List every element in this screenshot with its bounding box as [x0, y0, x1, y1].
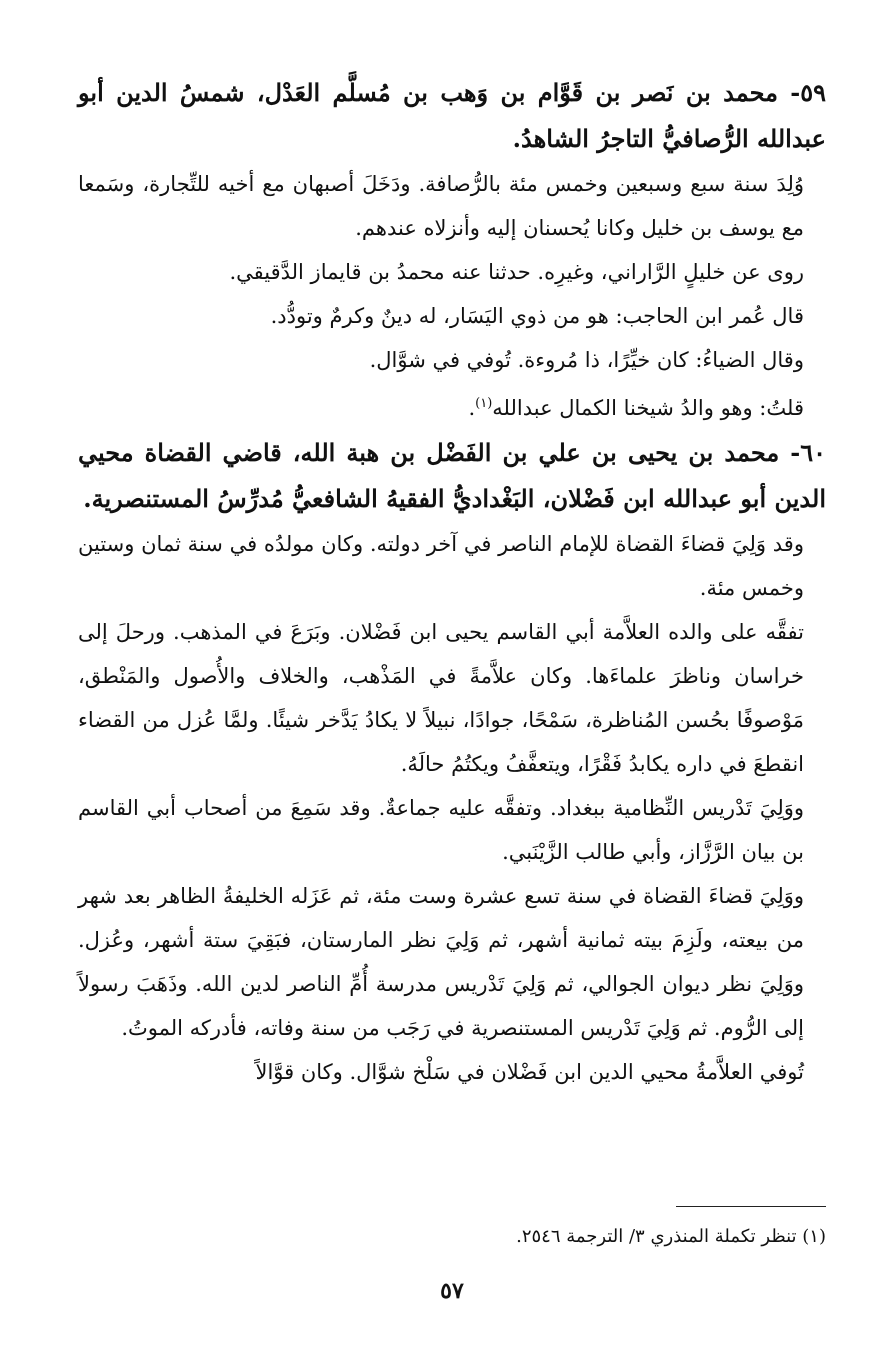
entry-59-heading: ٥٩- محمد بن نَصر بن قَوَّام بن وَهب بن مُسلَّم العَدْل، شمسُ الدين أبو عبدالله الرُّصافيُّ التاجرُ الشاهدُ.	[78, 78, 826, 153]
entry-59-paragraph-narration: روى عن خليلٍ الرَّاراني، وغيرِه. حدثنا عنه محمدُ بن قايماز الدَّقيقي.	[229, 260, 804, 284]
page-number: ٥٧	[440, 1278, 464, 1304]
qultu-text: قلتُ: وهو والدُ شيخنا الكمال عبدالله	[492, 396, 804, 420]
entry-60-paragraph-offices: ووَلِيَ قضاءَ القضاة في سنة تسع عشرة وست مئة، ثم عَزَله الخليفةُ الظاهر بعد شهر من بيعته، ولَزِمَ بيته ثمانية أشهر، ثم وَلِيَ نظر المارستان، فبَقِيَ ستة أشهر، وعُزل. ووَلِيَ نظر ديوان الجوالي، ثم وَلِيَ تَدْريس مدرسة أُمِّ الناصر لدين الله. وذَهَبَ رسولاً إلى الرُّوم. ثم وَلِيَ تَدْريس المستنصرية في رَجَب من سنة وفاته، فأدركه الموتُ.	[78, 884, 804, 1040]
entry-60-paragraph-study: تفقَّه على والده العلاَّمة أبي القاسم يحيى ابن فَضْلان. وبَرَعَ في المذهب. ورحلَ إلى خراسان وناظرَ علماءَها. وكان علاَّمةً في المَذْهب، والخلاف والأُصول والمَنْطق، مَوْصوفًا بحُسن المُناظرة، سَمْحًا، جوادًا، نبيلاً لا يكادُ يَدَّخر شيئًا. ولمَّا عُزل من القضاء انقطعَ في داره يكابدُ فَقْرًا، ويتعفَّفُ ويكتُمُ حالَهُ.	[78, 620, 804, 776]
footnote: (١) تنظر تكملة المنذري ٣/ الترجمة ٢٥٤٦.	[516, 1226, 826, 1247]
entry-60-paragraph-judgeship: وقد وَلِيَ قضاءَ القضاة للإمام الناصر في آخر دولته. وكان مولدُه في سنة ثمان وستين وخمس مئة.	[78, 532, 804, 600]
entry-59-paragraph-ibn-hajib: قال عُمر ابن الحاجب: هو من ذوي اليَسَار، له دينٌ وكرمٌ وتودُّد.	[270, 304, 804, 328]
qultu-end: .	[468, 396, 476, 420]
book-page	[78, 70, 826, 1350]
entry-60-paragraph-nizamiya: ووَلِيَ تَدْريس النِّظامية ببغداد. وتفقَّه عليه جماعةٌ. وقد سَمِعَ من أصحاب أبي القاسم بن بيان الرَّزَّاز، وأبي طالب الزَّيْنَبي.	[78, 796, 804, 864]
entry-60-paragraph-death: تُوفي العلاَّمةُ محيي الدين ابن فَضْلان في سَلْخ شوَّال. وكان قوَّالاً	[255, 1060, 804, 1084]
entry-60-heading: ٦٠- محمد بن يحيى بن علي بن الفَضْل بن هبة الله، قاضي القضاة محيي الدين أبو عبدالله ابن فَضْلان، البَغْداديُّ الفقيهُ الشافعيُّ مُدرِّسُ المستنصرية.	[78, 438, 826, 513]
footnote-marker: (١)	[475, 396, 493, 411]
entry-59-paragraph-birth: وُلِدَ سنة سبع وسبعين وخمس مئة بالرُّصافة. ودَخَلَ أصبهان مع أخيه للتِّجارة، وسَمعا مع يوسف بن خليل وكانا يُحسنان إليه وأنزلاه عندهم.	[78, 172, 804, 240]
footnote-divider	[676, 1206, 826, 1207]
entry-59-paragraph-qultu	[78, 382, 826, 430]
entry-59-paragraph-diya: وقال الضياءُ: كان خيِّرًا، ذا مُروءة. تُوفي في شوَّال.	[369, 348, 804, 372]
